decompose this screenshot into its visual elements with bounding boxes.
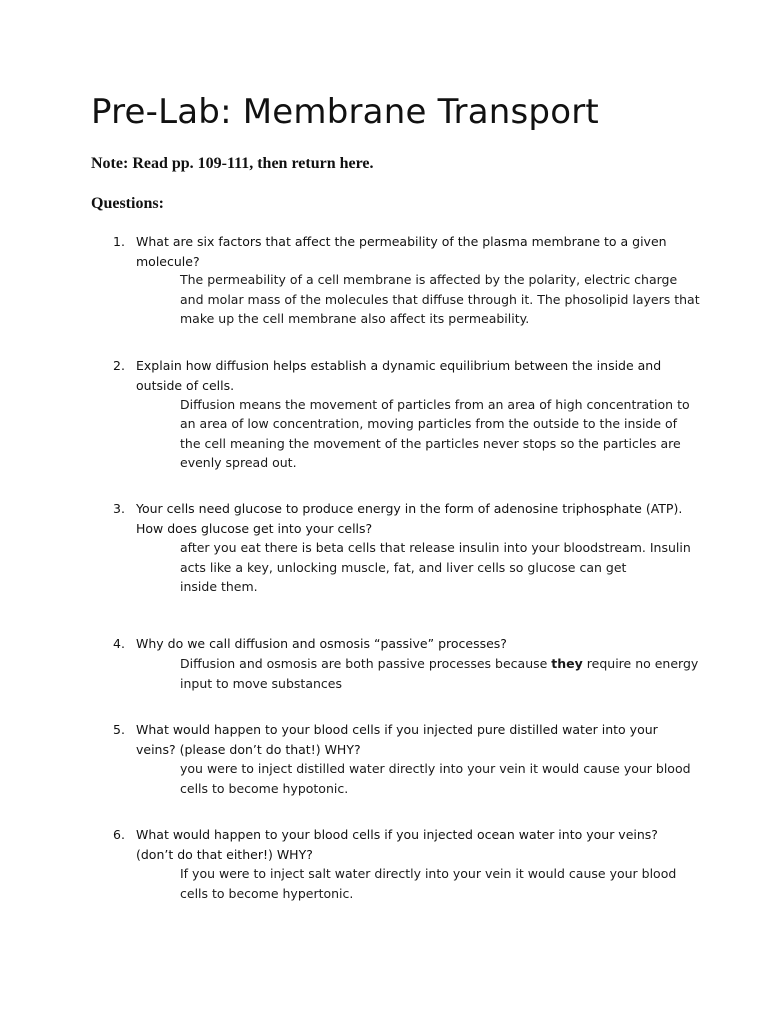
question-number: 1. <box>113 234 125 249</box>
question-text-line: What are six factors that affect the permeability of the plasma membrane to a given <box>136 234 667 249</box>
answer-text-line: after you eat there is beta cells that release insulin into your bloodstream. Insulin <box>180 540 691 555</box>
reading-note: Note: Read pp. 109-111, then return here. <box>91 155 374 172</box>
answer-text-line: Diffusion means the movement of particles from an area of high concentration to <box>180 396 690 412</box>
answer-text-line: evenly spread out. <box>180 455 297 470</box>
answer-text-line: and molar mass of the molecules that diffuse through it. The phosolipid layers that <box>180 291 700 307</box>
answer-text-line: The permeability of a cell membrane is affected by the polarity, electric charge <box>180 272 678 287</box>
page-title: Pre-Lab: Membrane Transport <box>91 92 599 132</box>
question-text-line: Why do we call diffusion and osmosis “passive” processes? <box>136 636 507 651</box>
question-text-line: What would happen to your blood cells if you injected pure distilled water into your <box>136 722 658 737</box>
question-number: 2. <box>113 358 125 373</box>
answer-text-line: acts like a key, unlocking muscle, fat, and liver cells so glucose can get <box>180 559 627 575</box>
answer-text-line: inside them. <box>180 579 258 594</box>
answer-text-segment: Diffusion and osmosis are both passive processes because <box>180 656 552 671</box>
question-text-line: How does glucose get into your cells? <box>136 520 373 536</box>
question-text-line: What would happen to your blood cells if you injected ocean water into your veins? <box>136 827 658 842</box>
question-number: 3. <box>113 501 125 516</box>
answer-text-line: If you were to inject salt water directly into your vein it would cause your blood <box>180 866 677 881</box>
question-text-line: Your cells need glucose to produce energy in the form of adenosine triphosphate (ATP). <box>136 501 683 516</box>
question-number: 4. <box>113 636 125 651</box>
answer-text-line: the cell meaning the movement of the particles never stops so the particles are <box>180 435 681 451</box>
answer-text-line: cells to become hypertonic. <box>180 885 354 901</box>
answer-text-line: input to move substances <box>180 675 342 691</box>
answer-text-line <box>180 654 698 674</box>
question-text-line: Explain how diffusion helps establish a dynamic equilibrium between the inside and <box>136 358 662 373</box>
question-number: 5. <box>113 722 125 737</box>
answer-text-line: you were to inject distilled water directly into your vein it would cause your blood <box>180 761 691 776</box>
question-text-line: molecule? <box>136 253 200 269</box>
answer-text-line: make up the cell membrane also affect its permeability. <box>180 311 530 326</box>
question-text-line: (don’t do that either!) WHY? <box>136 846 313 862</box>
question-number: 6. <box>113 827 125 842</box>
answer-text-segment: require no energy <box>582 656 699 671</box>
question-text-line: outside of cells. <box>136 377 235 393</box>
answer-text-line: cells to become hypotonic. <box>180 780 349 796</box>
answer-emphasis-word: they <box>551 656 583 671</box>
question-text-line: veins? (please don’t do that!) WHY? <box>136 741 361 757</box>
answer-text-line: an area of low concentration, moving particles from the outside to the inside of <box>180 416 678 431</box>
questions-heading: Questions: <box>91 195 164 212</box>
